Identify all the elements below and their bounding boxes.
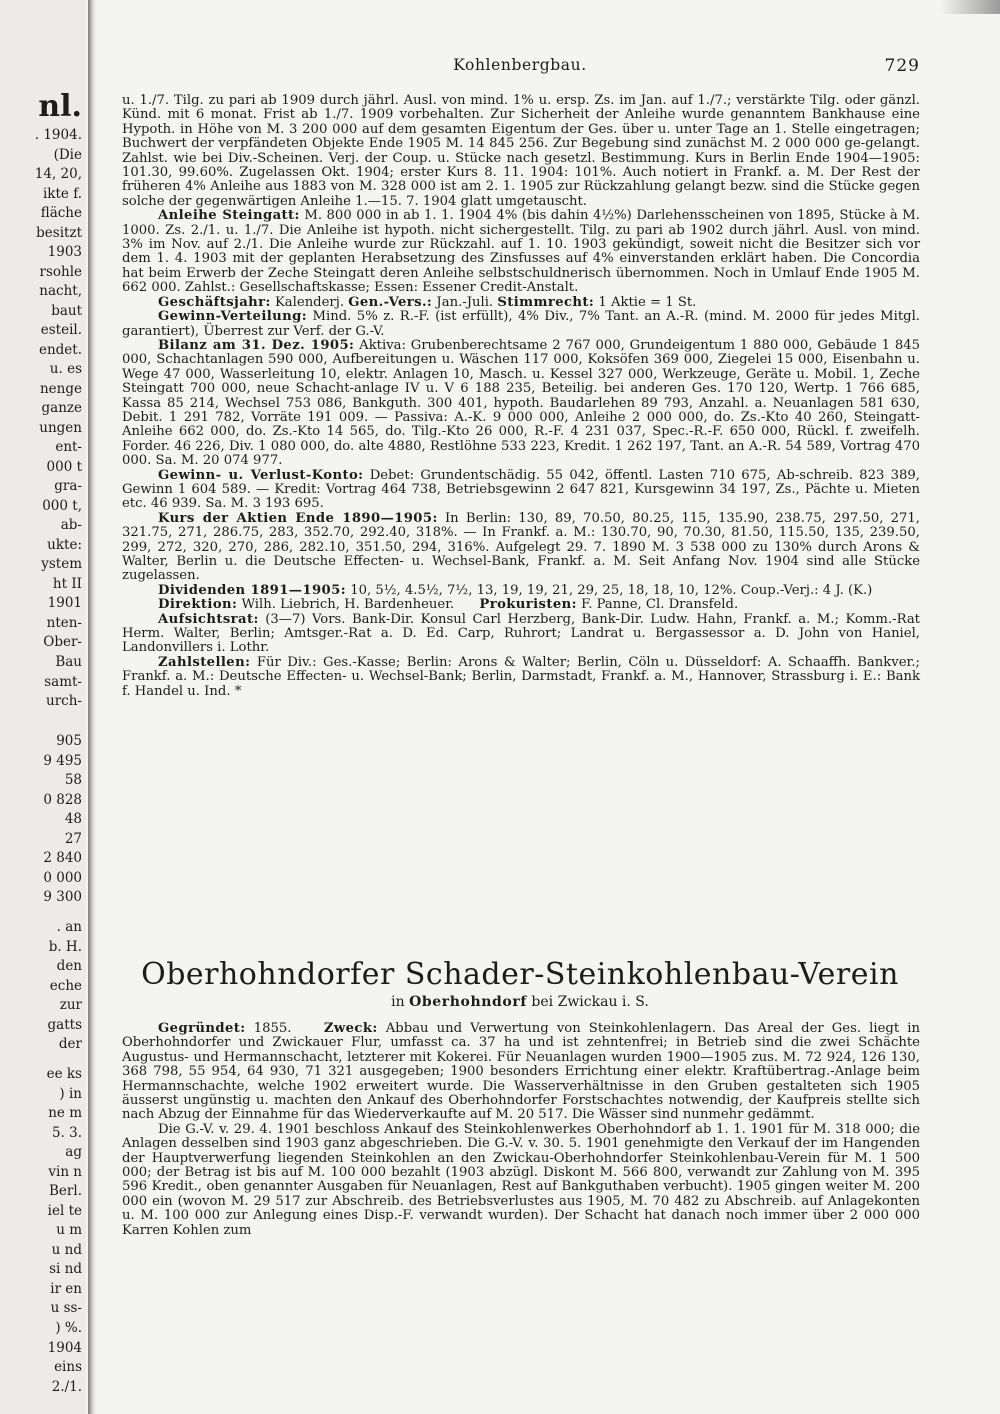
label-gen-vers: Gen.-Vers.: — [348, 294, 433, 310]
left-margin-fragment: iel te — [47, 1202, 82, 1219]
left-margin-fragment: gra- — [54, 478, 82, 494]
page-number: 729 — [884, 56, 920, 76]
text-zweck: Abbau und Verwertung von Steinkohlenlagern. Das Areal der Ges. liegt in Oberhohndorfer und Zwickauer Flur, umfasst ca. 37 ha und ist zehntenfrei; in Betrieb sind die zwei Schächte Augustus- und Hermannschacht, letzterer mit Kokerei. Für Neuanlagen wurden 1900—1905 zus. M. 72 924, 126 130, 368 798, 55 954, 64 930, 71 321 ausgegeben; 1900 besonders Errichtung einer elektr. Kraftübertrag.-Anlage beim Hermannschachte, welche 1902 erweitert wurde. Die Wasserverhältnisse in den Gruben gestalteten sich 1905 äusserst ungünstig u. machten den Ankauf des Oberhohndorfer Forstschachtes notwendig, der Kaufpreis stellte sich nach Abzug der Einnahme für das Wiederverkaufte auf M. 20 517. Die Wässer sind nunmehr gedämmt. — [122, 1021, 920, 1123]
left-margin-fragment: si nd — [49, 1261, 82, 1277]
left-margin-fragment: samt- — [44, 673, 82, 690]
text-anleihe-steingatt: M. 800 000 in ab 1. 1. 1904 4% (bis dahin 4½%) Darlehensscheinen von 1895, Stücke à M. 1000. Zs. 2./1. u. 1./7. Die Anleihe ist hypoth. nicht sichergestellt. Tilg. zu pari ab 1902 durch jährl. Ausl. von mind. 3% im Nov. auf 2./1. Die Anleihe wurde zur Rückzahl. auf 1. 10. 1903 gekündigt, soweit nicht die Besitzer sich vor dem 1. 4. 1903 mit der geplanten Herabsetzung des Zinsfusses auf 4% einverstanden erklärt haben. Die Concordia hat beim Erwerb der Zeche Steingatt deren Anleihe selbstschuldnerisch übernommen. Noch in Umlauf Ende 1905 M. 662 000. Zahlst.: Gesellschaftskasse; Essen: Essener Credit-Anstalt. — [122, 208, 920, 296]
text-aufsichtsrat: (3—7) Vors. Bank-Dir. Konsul Carl Herzberg, Bank-Dir. Ludw. Hahn, Frankf. a. M.; Komm.-Rat Herm. Walter, Berlin; Amtsger.-Rat a. D. Ed. Carp, Ruhrort; Landrat u. Bergassessor a. D. John von Haniel, Landonvillers i. Lothr. — [122, 611, 920, 656]
label-gewinn-verteilung: Gewinn-Verteilung: — [158, 309, 308, 325]
left-margin-fragment: 9 495 — [43, 752, 82, 769]
left-margin-fragment: (Die — [53, 146, 82, 163]
left-margin-fragment: ikte f. — [42, 185, 82, 202]
left-margin-fragment: ystem — [41, 556, 82, 572]
text-gegruendet: 1855. — [253, 1021, 292, 1036]
paragraph-anleihe-continued: u. 1./7. Tilg. zu pari ab 1909 durch jährl. Ausl. von mind. 1% u. ersp. Zs. im Jan. auf 1./7.; verstärkte Tilg. oder gänzl. Künd. mit 6 monat. Frist ab 1./7. 1909 vorbehalten. Zur Sicherheit der Anleihe wurde genanntem Bankhause eine Hypoth. in Höhe von M. 3 200 000 auf dem gesamten Eigentum der Ges. über u. unter Tage an 1. Stelle eingetragen; Buchwert der verpfändeten Objekte Ende 1905 M. 14 845 256. Zur Begebung sind zunächst M. 2 000 000 ge-gelangt. Zahlst. wie bei Div.-Scheinen. Verj. der Coup. u. Stücke nach gesetzl. Bestimmung. Kurs in Berlin Ende 1904—1905: 101.30, 99.60%. Zugelassen Okt. 1904; erster Kurs 8. 11. 1904: 101%. Auch notiert in Frankf. a. M. Der Rest der früheren 4% Anleihe aus 1883 von M. 328 000 ist am 2. 1. 1905 zur Rückzahlung gelangt bezw. sind die Stücke gegen solche der gegenwärtigen Anleihe 1.—15. 7. 1904 glatt umgetauscht. — [122, 93, 920, 209]
left-margin-fragment: der — [58, 1036, 82, 1052]
left-margin-fragment: u m — [56, 1222, 82, 1238]
scan-smudge — [940, 0, 1000, 14]
text-gen-vers: Jan.-Juli. — [436, 294, 494, 310]
label-bilanz: Bilanz am 31. Dez. 1905: — [158, 337, 355, 353]
label-dividenden: Dividenden 1891—1905: — [158, 582, 346, 598]
left-margin-fragment: . 1904. — [34, 127, 82, 143]
label-zweck: Zweck: — [323, 1021, 378, 1036]
left-margin-fragment: besitzt — [36, 224, 82, 241]
label-direktion: Direktion: — [158, 597, 238, 613]
left-margin-fragment: ungen — [39, 419, 82, 436]
left-margin-fragment: 1903 — [47, 244, 82, 260]
left-margin-fragment: ganze — [41, 400, 82, 416]
left-margin-fragment: rsohle — [39, 263, 82, 280]
paragraph-bilanz — [122, 339, 920, 469]
left-margin-fragment: eche — [49, 977, 82, 994]
left-margin-fragment: nenge — [39, 380, 82, 397]
page-gutter — [88, 0, 96, 1414]
left-margin-fragment: b. H. — [48, 938, 82, 955]
paragraph-kurs — [122, 512, 920, 584]
left-margin-fragment: 9 300 — [43, 889, 82, 905]
label-gegruendet: Gegründet: — [158, 1021, 246, 1036]
paragraph-dividenden — [122, 584, 920, 598]
left-margin-fragment: 0 000 — [43, 869, 82, 886]
subtitle-place: Oberhohndorf — [409, 994, 527, 1010]
left-margin-fragment: ht II — [52, 575, 82, 592]
page-header — [120, 56, 920, 82]
left-margin-fragment: 14, 20, — [34, 166, 82, 182]
paragraph-direktion — [122, 598, 920, 612]
left-margin-fragment: 0 828 — [43, 791, 82, 808]
left-margin-fragment: ) %. — [55, 1319, 82, 1336]
left-margin-fragment: 5. 3. — [51, 1124, 82, 1141]
left-margin-fragment: 905 — [56, 733, 82, 749]
left-margin-fragment: 000 t — [46, 458, 82, 475]
left-margin-fragment: fläche — [40, 205, 82, 221]
left-margin-fragment: 2 840 — [43, 850, 82, 866]
left-margin-fragment: urch- — [46, 693, 82, 709]
running-title: Kohlenbergbau. — [453, 56, 587, 74]
paragraph-aufsichtsrat — [122, 613, 920, 656]
label-kurs: Kurs der Aktien Ende 1890—1905: — [158, 510, 438, 526]
text-geschaeftsjahr: Kalenderj. — [274, 294, 345, 310]
label-geschaeftsjahr: Geschäftsjahr: — [158, 294, 271, 310]
paragraph-zahlstellen — [122, 656, 920, 699]
left-margin-fragment: ee ks — [46, 1066, 82, 1082]
left-margin-fragment: 1904 — [47, 1339, 82, 1356]
subtitle-suffix: bei Zwickau i. S. — [531, 994, 649, 1010]
label-prokuristen: Prokuristen: — [479, 597, 577, 613]
left-margin-fragment: u nd — [51, 1241, 82, 1258]
left-margin-fragment: 58 — [64, 772, 82, 788]
text-stimmrecht: 1 Aktie = 1 St. — [598, 294, 697, 310]
left-margin-fragment: 000 t, — [42, 497, 82, 514]
left-margin-fragment: nten- — [46, 614, 82, 631]
left-margin-fragment: . an — [56, 919, 82, 935]
text-dividenden: 10, 5½, 4.5½, 7½, 13, 19, 19, 21, 29, 25, 18, 18, 10, 12%. Coup.-Verj.: 4 J. (K.) — [350, 582, 873, 598]
section-subtitle — [120, 994, 920, 1010]
paragraph-anleihe-steingatt — [122, 209, 920, 295]
left-margin-fragment: ag — [65, 1144, 82, 1160]
left-margin-fragment: endet. — [38, 341, 82, 358]
left-margin-fragment: esteil. — [40, 322, 82, 338]
left-margin-fragment: vin n — [48, 1163, 82, 1180]
left-margin-fragment: baut — [51, 302, 82, 319]
left-margin-fragment: zur — [59, 997, 82, 1013]
paragraph-gegruendet-zweck — [122, 1022, 920, 1123]
left-margin-fragment: gatts — [47, 1016, 82, 1033]
left-margin-fragment: eins — [54, 1359, 82, 1375]
text-gewinn-verteilung: Mind. 5% z. R.-F. (ist erfüllt), 4% Div., 7% Tant. an A.-R. (mind. M. 2000 für jedes Mitgl. garantiert), Überrest zur Verf. der G.-V. — [122, 309, 920, 339]
left-margin-fragment: u ss- — [50, 1300, 82, 1316]
label-stimmrecht: Stimmrecht: — [497, 294, 595, 310]
paragraph-gewinn-verteilung — [122, 310, 920, 339]
left-margin-fragment: den — [56, 958, 82, 974]
left-margin-fragment: u. es — [49, 361, 82, 377]
text-direktion: Wilh. Liebrich, H. Bardenheuer. — [241, 597, 455, 613]
left-margin-fragment: ir en — [50, 1280, 82, 1297]
subtitle-prefix: in — [391, 994, 405, 1010]
left-margin-fragment: nacht, — [39, 283, 82, 299]
label-gewinn-verlust: Gewinn- u. Verlust-Konto: — [158, 467, 364, 483]
text-bilanz: Aktiva: Grubenberechtsame 2 767 000, Grundeigentum 1 880 000, Gebäude 1 845 000, Schachtanlagen 590 000, Aufbereitungen u. Wäschen 117 000, Koksöfen 369 000, Ziegelei 15 000, Eisenbahn u. Wege 47 000, Wasserleitung 10, elektr. Anlagen 10, Masch. u. Kessel 327 000, Werkzeuge, Geräte u. Mobil. 1, Zeche Steingatt 700 000, neue Schacht-anlage IV u. V 6 188 235, Beteilig. bei anderen Ges. 170 120, Wertp. 1 766 685, Kassa 85 214, Wechsel 753 086, Bankguth. 300 401, hypoth. Baudarlehen 89 793, Anzahl. a. Neuanlagen 581 630, Debit. 1 291 782, Vorräte 191 009. — Passiva: A.-K. 9 000 000, Anleihe 2 000 000, do. Zs.-Kto 40 260, Steingatt-Anleihe 662 000, do. Zs.-Kto 14 565, do. Tilg.-Kto 26 000, R.-F. 4 231 037, Spec.-R.-F. 650 000, Rückl. f. zweifelh. Forder. 46 226, Div. 1 080 000, do. alte 4880, Restlöhne 533 223, Kredit. 1 262 197, Tant. an A.-R. 54 589, Vortrag 470 000. Sa. M. 20 074 977. — [122, 337, 920, 469]
label-anleihe-steingatt: Anleihe Steingatt: — [158, 208, 300, 224]
left-margin-fragment: 2./1. — [51, 1378, 82, 1395]
section-title-oberhohndorf: Oberhohndorfer Schader-Steinkohlenbau-Verein — [141, 957, 899, 992]
steingatt-section — [122, 94, 920, 699]
label-aufsichtsrat: Aufsichtsrat: — [158, 611, 259, 627]
left-margin-fragment: ukte: — [47, 536, 82, 553]
left-margin-fragment: ne m — [48, 1105, 82, 1121]
text-prokuristen: F. Panne, Cl. Dransfeld. — [581, 597, 739, 613]
left-margin-fragment: ) in — [59, 1085, 82, 1102]
oberhohndorf-section — [122, 1022, 920, 1238]
left-margin-fragment: Berl. — [49, 1183, 82, 1199]
left-margin-fragment: Bau — [55, 654, 82, 670]
left-margin-fragment: 27 — [64, 830, 82, 847]
text-zahlstellen: Für Div.: Ges.-Kasse; Berlin: Arons & Walter; Berlin, Cöln u. Düsseldorf: A. Schaaffh. Bankver.; Frankf. a. M.: Deutsche Effecten- u. Wechsel-Bank; Berlin, Darmstadt, Frankf. a. M., Hannover, Strassburg i. E.: Bank f. Handel u. Ind. * — [122, 654, 920, 699]
paragraph-gewinn-verlust — [122, 469, 920, 512]
left-margin-fragment: 48 — [64, 811, 82, 827]
text-kurs: In Berlin: 130, 89, 70.50, 80.25, 115, 135.90, 238.75, 297.50, 271, 321.75, 271, 286.75, 283, 352.70, 292.40, 318%. — In Frankf. a. M.: 130.70, 90, 70.30, 81.50, 115.50, 135, 239.50, 299, 272, 320, 270, 286, 282.10, 351.50, 294, 316%. Aufgelegt 29. 7. 1890 M. 3 538 000 zu 130% durch Arons & Walter, Berlin u. die Deutsche Effecten- u. Wechsel-Bank, Frankf. a. M. Seit Anfang Nov. 1904 sind alle Stücke zugelassen. — [122, 510, 920, 584]
label-zahlstellen: Zahlstellen: — [158, 654, 251, 670]
text-gewinn-verlust: Debet: Grundentschädig. 55 042, öffentl. Lasten 710 675, Ab-schreib. 823 389, Gewinn 1 604 589. — Kredit: Vortrag 464 738, Betriebsgewinn 2 647 821, Kursgewinn 34 197, Zs., Pächte u. Mieten etc. 46 939. Sa. M. 3 193 695. — [122, 467, 920, 512]
left-page-margin — [0, 0, 86, 1414]
left-margin-fragment: 1901 — [47, 595, 82, 611]
left-margin-fragment: ab- — [60, 517, 82, 533]
paragraph-gv-beschluss: Die G.-V. v. 29. 4. 1901 beschloss Ankauf des Steinkohlenwerkes Oberhohndorf ab 1. 1. 1901 für M. 318 000; die Anlagen desselben sind 1903 ganz abgeschrieben. Die G.-V. v. 30. 5. 1901 genehmigte den Verkauf der im Hangenden der Hauptverwerfung liegenden Steinkohlen an den Zwickau-Oberhohndorfer Steinkohlenbau-Verein für M. 1 500 000; der Betrag ist bis auf M. 100 000 bezahlt (1903 abzügl. Diskont M. 566 800, verwandt zur Zahlung von M. 395 596 Kredit., oben genannter Ausgaben für Neuanlagen, Rest auf Bankguthaben verbucht). 1905 gingen weiter M. 200 000 ein (wovon M. 29 517 zur Abschreib. des Betriebsverlustes aus 1905, M. 70 482 zu Abschreib. auf Anlagekonten u. M. 100 000 zur Anlegung eines Disp.-F. verwandt wurden). Der Schacht hat danach noch immer über 2 000 000 Karren Kohlen zum — [122, 1121, 920, 1238]
left-margin-fragment: nl. — [38, 89, 82, 124]
paragraph-geschaeftsjahr — [122, 296, 920, 310]
left-margin-fragment: Ober- — [43, 634, 82, 650]
left-margin-fragment: ent- — [55, 439, 82, 455]
